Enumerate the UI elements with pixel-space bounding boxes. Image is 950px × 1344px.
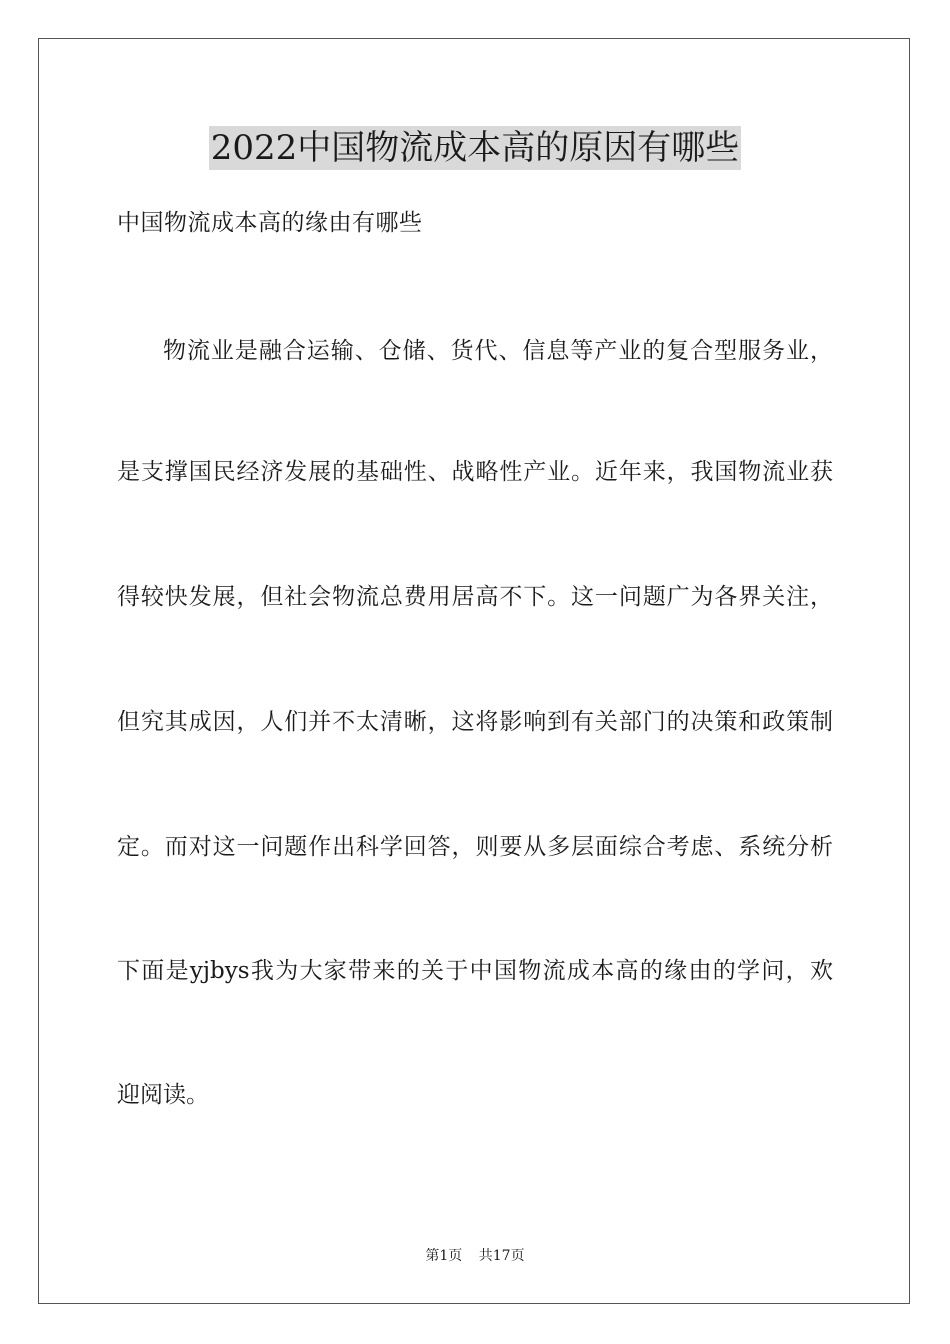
paragraph-line: 迎阅读。 [117,1082,209,1108]
title-container [0,126,950,170]
paragraph-line: 物流业是融合运输、仓储、货代、信息等产业的复合型服务业， [163,338,833,364]
paragraph-line: 定。而对这一问题作出科学回答，则要从多层面综合考虑、系统分析 [117,834,833,860]
document-subtitle: 中国物流成本高的缘由有哪些 [117,210,423,236]
paragraph-line: 是支撑国民经济发展的基础性、战略性产业。近年来，我国物流业获 [117,459,833,485]
page-number-current: 第1页 [425,1248,463,1264]
paragraph-line: 但究其成因，人们并不太清晰，这将影响到有关部门的决策和政策制 [117,709,833,735]
page-number-total: 共17页 [478,1248,525,1264]
paragraph-line: 下面是yjbys我为大家带来的关于中国物流成本高的缘由的学问，欢 [117,958,833,984]
document-title: 2022中国物流成本高的原因有哪些 [210,128,740,168]
paragraph-line: 得较快发展，但社会物流总费用居高不下。这一问题广为各界关注， [117,584,833,610]
page-footer [0,1246,950,1266]
